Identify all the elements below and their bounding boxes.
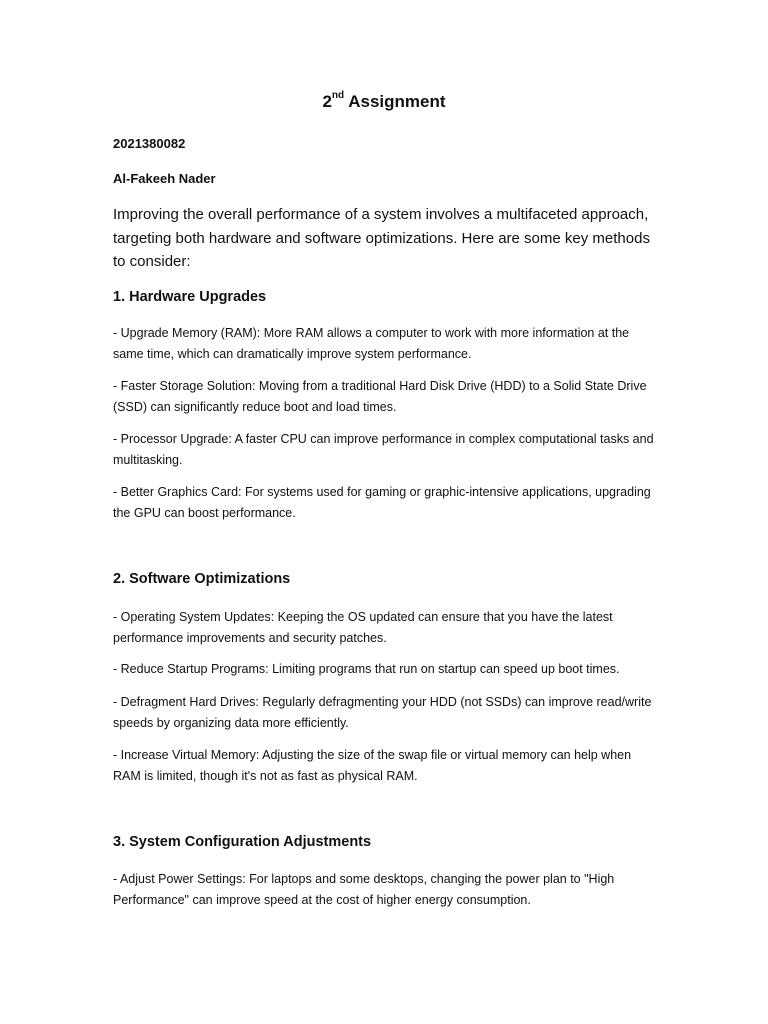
title-ordinal-suffix: nd (331, 90, 345, 102)
title-number: 2 (322, 92, 332, 111)
section-heading-hardware: 1. Hardware Upgrades (113, 289, 267, 305)
list-item: - Better Graphics Card: For systems used for gaming or graphic-intensive applications, upgrading the GPU can boost performance. (113, 485, 651, 520)
list-item: - Operating System Updates: Keeping the OS updated can ensure that you have the latest performance improvements and security patches. (113, 610, 613, 645)
student-name: Al-Fakeeh Nader (113, 171, 216, 186)
section-heading-software: 2. Software Optimizations (113, 571, 291, 587)
title-text: Assignment (344, 92, 446, 111)
intro-paragraph: Improving the overall performance of a system involves a multifaceted approach, targeting both hardware and software optimizations. Here are some key methods to consider: (113, 206, 650, 270)
student-id: 2021380082 (113, 136, 186, 151)
document-title (0, 92, 768, 112)
section-heading-system-configuration: 3. System Configuration Adjustments (113, 834, 372, 850)
list-item: - Upgrade Memory (RAM): More RAM allows a computer to work with more information at the same time, which can dramatically improve system performance. (113, 326, 630, 361)
list-item: - Adjust Power Settings: For laptops and some desktops, changing the power plan to "High Performance" can improve speed at the cost of higher energy consumption. (113, 872, 615, 907)
list-item: - Processor Upgrade: A faster CPU can improve performance in complex computational tasks and multitasking. (113, 432, 654, 467)
list-item: - Faster Storage Solution: Moving from a traditional Hard Disk Drive (HDD) to a Solid State Drive (SSD) can significantly reduce boot and load times. (113, 379, 647, 414)
list-item: - Reduce Startup Programs: Limiting programs that run on startup can speed up boot times. (113, 662, 620, 676)
list-item: - Increase Virtual Memory: Adjusting the size of the swap file or virtual memory can help when RAM is limited, though it's not as fast as physical RAM. (113, 748, 632, 783)
list-item: - Defragment Hard Drives: Regularly defragmenting your HDD (not SSDs) can improve read/write speeds by organizing data more efficiently. (113, 695, 652, 730)
